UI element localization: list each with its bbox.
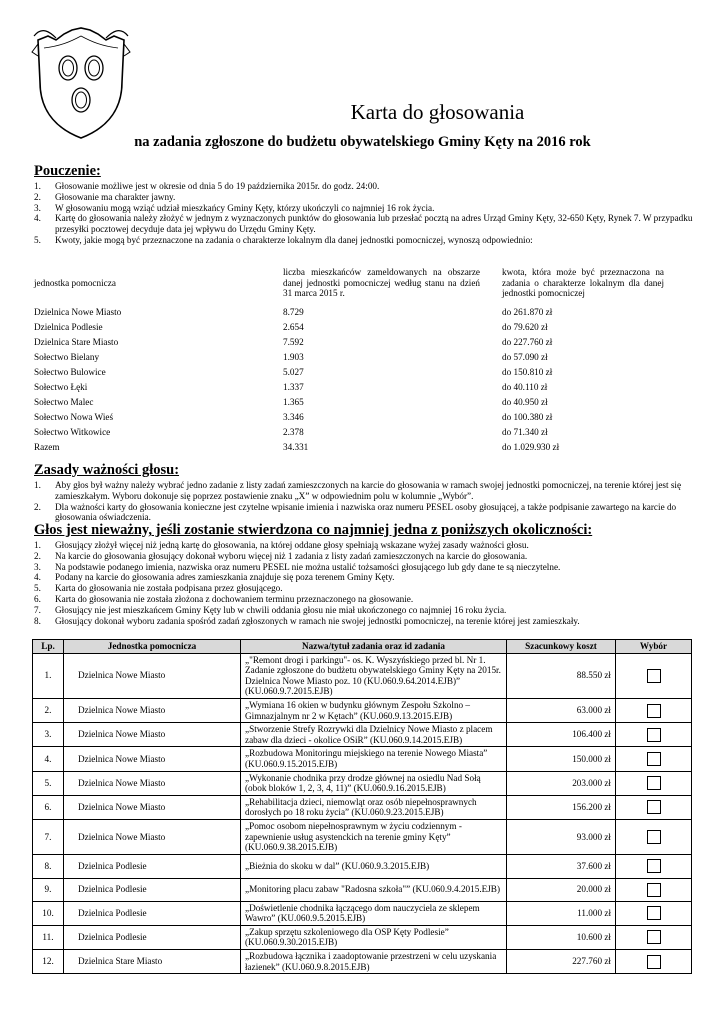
instructions-item-text: Głosowanie możliwe jest w okresie od dnia 5 do 19 października 2015r. do godz. 24:00.: [55, 181, 380, 191]
votes-cell-choice: [616, 901, 692, 925]
votes-table-header: [33, 640, 692, 654]
units-cell-amount: do 40.110 zł: [502, 382, 548, 393]
units-cell-unit: Sołectwo Bielany: [34, 351, 100, 362]
invalid-list: [34, 540, 694, 626]
votes-cell-lp: 4.: [33, 747, 64, 771]
units-cell-residents: 8.729: [283, 306, 304, 317]
votes-header-lp: Lp.: [33, 640, 64, 654]
validity-item: [34, 502, 694, 524]
instructions-item-number: 5.: [34, 234, 41, 245]
instructions-list: [34, 181, 694, 246]
votes-table-row: [33, 747, 692, 771]
votes-cell-unit: Dzielnica Stare Miasto: [64, 950, 241, 974]
units-cell-amount: do 100.380 zł: [502, 412, 553, 423]
units-cell-unit: Sołectwo Łęki: [34, 382, 88, 393]
validity-item-text: Aby głos był ważny należy wybrać jedno zadanie z listy zadań zamieszczonych na karcie do głosowania w ramach swojej jednostki pomocniczej, na terenie której jest się zamieszkałym. Wyboru dokonuje się poprzez postawienie znaku „X” w odpowiednim polu w kolumnie „Wybór”.: [55, 480, 682, 501]
votes-cell-task: „Bieżnia do skoku w dal” (KU.060.9.3.2015.EJB): [241, 854, 507, 878]
choice-checkbox[interactable]: [647, 704, 661, 718]
votes-table-row: [33, 854, 692, 878]
instructions-item-text: Kwoty, jakie mogą być przeznaczone na zadania o charakterze lokalnym dla danej jednostki pomocniczej, wynoszą odpowiednio:: [55, 234, 533, 245]
units-cell-unit: Dzielnica Podlesie: [34, 321, 103, 332]
units-table-row: [34, 319, 664, 334]
votes-cell-choice: [616, 854, 692, 878]
votes-cell-unit: Dzielnica Nowe Miasto: [64, 698, 241, 722]
invalid-item-number: 5.: [34, 583, 41, 594]
units-cell-amount: do 71.340 zł: [502, 427, 548, 438]
units-table-row: [34, 379, 664, 394]
units-cell-amount: do 150.810 zł: [502, 366, 553, 377]
votes-cell-task: „"Remont drogi i parkingu"- os. K. Wyszyńskiego przed bl. Nr 1. Zadanie zgłoszone do budżetu obywatelskiego Gminy Kęty na 2015r. Dzielnica Nowe Miasto poz. 10 (KU.060.9.64.2014.EJB)” (KU.060.9.7.2015.EJB): [241, 653, 507, 698]
validity-item-number: 1.: [34, 480, 41, 490]
validity-heading: Zasady ważności głosu:: [34, 462, 180, 478]
votes-cell-lp: 10.: [33, 901, 64, 925]
choice-checkbox[interactable]: [647, 859, 661, 873]
invalid-item-text: Głosujący nie jest mieszkańcem Gminy Kęty lub w chwili oddania głosu nie miał ukończonego co najmniej 16 roku życia.: [55, 604, 507, 615]
units-cell-residents: 3.346: [283, 412, 304, 423]
votes-cell-choice: [616, 795, 692, 819]
units-table-row: [34, 364, 664, 379]
votes-table-row: [33, 771, 692, 795]
votes-cell-task: „Stworzenie Strefy Rozrywki dla Dzielnicy Nowe Miasto z placem zabaw dla dzieci - okolice OSiR” (KU.060.9.14.2015.EJB): [241, 723, 507, 747]
choice-checkbox[interactable]: [647, 906, 661, 920]
instructions-item-number: 4.: [34, 213, 41, 224]
votes-cell-lp: 2.: [33, 698, 64, 722]
votes-table-row: [33, 878, 692, 901]
instructions-item: [34, 203, 694, 214]
invalid-item-text: Karta do głosowania nie została złożona z dochowaniem terminu przeznaczonego na głosowanie.: [55, 593, 414, 604]
votes-cell-lp: 8.: [33, 854, 64, 878]
units-cell-residents: 5.027: [283, 366, 304, 377]
validity-item: [34, 480, 694, 502]
votes-cell-lp: 6.: [33, 795, 64, 819]
units-table-row: [34, 425, 664, 440]
invalid-item-text: Na karcie do głosowania głosujący dokonał wyboru więcej niż 1 zadania z listy zadań zamieszczonych na karcie do głosowania.: [55, 550, 528, 561]
units-table-header: [34, 262, 664, 304]
votes-header-choice: Wybór: [616, 640, 692, 654]
invalid-item: [34, 594, 694, 605]
votes-cell-task: „Wymiana 16 okien w budynku głównym Zespołu Szkolno – Gimnazjalnym nr 2 w Kętach” (KU.060.9.13.2015.EJB): [241, 698, 507, 722]
votes-cell-cost: 63.000 zł: [507, 698, 616, 722]
units-cell-residents: 2.378: [283, 427, 304, 438]
instructions-item: [34, 213, 694, 235]
units-header-residents: liczba mieszkańców zameldowanych na obszarze danej jednostki pomocniczej według stanu na dzień 31 marca 2015 r.: [283, 267, 480, 299]
votes-cell-cost: 106.400 zł: [507, 723, 616, 747]
votes-cell-task: „Rozbudowa Monitoringu miejskiego na terenie Nowego Miasta” (KU.060.9.15.2015.EJB): [241, 747, 507, 771]
units-cell-residents: 1.365: [283, 397, 304, 408]
votes-cell-choice: [616, 723, 692, 747]
instructions-item: [34, 181, 694, 192]
votes-table-row: [33, 925, 692, 949]
choice-checkbox[interactable]: [647, 728, 661, 742]
invalid-item-number: 8.: [34, 615, 41, 626]
invalid-item-text: Karta do głosowania nie została podpisana przez głosującego.: [55, 583, 283, 594]
instructions-heading: Pouczenie:: [34, 163, 101, 179]
votes-cell-unit: Dzielnica Nowe Miasto: [64, 795, 241, 819]
votes-cell-choice: [616, 819, 692, 854]
units-cell-amount: do 227.760 zł: [502, 336, 553, 347]
instructions-item-text: W głosowaniu mogą wziąć udział mieszkańcy Gminy Kęty, którzy ukończyli co najmniej 16 rok życia.: [55, 202, 435, 213]
units-cell-unit: Dzielnica Stare Miasto: [34, 336, 119, 347]
validity-list: [34, 480, 694, 523]
invalid-item-text: Głosujący złożył więcej niż jedną kartę do głosowania, na której oddane głosy spełniają wskazane wyżej zasady ważności głosu.: [55, 540, 529, 550]
instructions-item-text: Kartę do głosowania należy złożyć w jednym z wyznaczonych punktów do głosowania lub przesłać pocztą na adres Urząd Gminy Kęty, 32-650 Kęty, Rynek 7. W przypadku przesyłki pocztowej decyduje data jej wpływu do Urzędu Gminy Kęty.: [55, 213, 693, 235]
units-table-row: [34, 334, 664, 349]
votes-cell-cost: 93.000 zł: [507, 819, 616, 854]
votes-header-unit: Jednostka pomocnicza: [64, 640, 241, 654]
invalid-item-number: 3.: [34, 561, 41, 572]
invalid-item-number: 2.: [34, 550, 41, 561]
invalid-item: [34, 616, 694, 627]
units-cell-unit: Razem: [34, 442, 60, 453]
votes-cell-cost: 11.000 zł: [507, 901, 616, 925]
votes-table-row: [33, 950, 692, 974]
units-cell-unit: Sołectwo Witkowice: [34, 427, 111, 438]
votes-cell-unit: Dzielnica Nowe Miasto: [64, 723, 241, 747]
units-table-row: [34, 349, 664, 364]
votes-cell-unit: Dzielnica Nowe Miasto: [64, 771, 241, 795]
votes-cell-unit: Dzielnica Podlesie: [64, 901, 241, 925]
invalid-item: [34, 562, 694, 573]
invalid-heading: Głos jest nieważny, jeśli zostanie stwierdzona co najmniej jedna z poniższych okoliczności:: [34, 522, 593, 538]
votes-cell-lp: 3.: [33, 723, 64, 747]
votes-table-row: [33, 795, 692, 819]
instructions-item: [34, 192, 694, 203]
votes-cell-unit: Dzielnica Nowe Miasto: [64, 819, 241, 854]
invalid-item: [34, 540, 694, 551]
choice-checkbox[interactable]: [647, 669, 661, 683]
votes-cell-unit: Dzielnica Podlesie: [64, 925, 241, 949]
votes-cell-task: „Rozbudowa łącznika i zaadoptowanie przestrzeni w celu uzyskania łazienek” (KU.060.9.8.2015.EJB): [241, 950, 507, 974]
votes-table: [32, 639, 692, 974]
votes-header-cost: Szacunkowy koszt: [507, 640, 616, 654]
choice-checkbox[interactable]: [647, 776, 661, 790]
units-cell-amount: do 79.620 zł: [502, 321, 548, 332]
votes-cell-task: „Wykonanie chodnika przy drodze głównej na osiedlu Nad Sołą (obok bloków 1, 2, 3, 4, 11)” (KU.060.9.16.2015.EJB): [241, 771, 507, 795]
votes-cell-lp: 9.: [33, 878, 64, 901]
units-cell-amount: do 57.090 zł: [502, 351, 548, 362]
votes-cell-unit: Dzielnica Podlesie: [64, 878, 241, 901]
choice-checkbox[interactable]: [647, 883, 661, 897]
votes-cell-choice: [616, 771, 692, 795]
validity-item-text: Dla ważności karty do głosowania konieczne jest czytelne wpisanie imienia i nazwiska oraz numeru PESEL osoby głosującej, a także podpisanie zawartego na karcie do głosowania oświadczenia.: [55, 501, 677, 523]
page-title: Karta do głosowania: [350, 100, 525, 124]
invalid-item-number: 4.: [34, 572, 41, 583]
units-cell-unit: Sołectwo Malec: [34, 397, 94, 408]
votes-cell-cost: 88.550 zł: [507, 653, 616, 698]
votes-cell-lp: 1.: [33, 653, 64, 698]
invalid-item-number: 7.: [34, 604, 41, 615]
validity-item-number: 2.: [34, 501, 41, 512]
instructions-item-number: 1.: [34, 181, 41, 191]
units-cell-amount: do 1.029.930 zł: [502, 442, 560, 453]
choice-checkbox[interactable]: [647, 930, 661, 944]
units-table-row: [34, 395, 664, 410]
invalid-item: [34, 551, 694, 562]
votes-cell-lp: 5.: [33, 771, 64, 795]
units-table: [34, 262, 664, 455]
invalid-item: [34, 583, 694, 594]
votes-table-row: [33, 901, 692, 925]
votes-header-task: Nazwa/tytuł zadania oraz id zadania: [241, 640, 507, 654]
invalid-item: [34, 572, 694, 583]
votes-cell-cost: 150.000 zł: [507, 747, 616, 771]
votes-cell-cost: 203.000 zł: [507, 771, 616, 795]
votes-cell-task: „Rehabilitacja dzieci, niemowląt oraz osób niepełnosprawnych dorosłych po 18 roku życia” (KU.060.9.23.2015.EJB): [241, 795, 507, 819]
units-cell-residents: 2.654: [283, 321, 304, 332]
votes-cell-cost: 156.200 zł: [507, 795, 616, 819]
votes-table-row: [33, 819, 692, 854]
units-cell-amount: do 261.870 zł: [502, 306, 553, 317]
invalid-item-number: 1.: [34, 540, 41, 550]
votes-cell-task: „Monitoring placu zabaw "Radosna szkoła"” (KU.060.9.4.2015.EJB): [241, 878, 507, 901]
units-cell-unit: Sołectwo Nowa Wieś: [34, 412, 114, 423]
units-cell-residents: 7.592: [283, 336, 304, 347]
choice-checkbox[interactable]: [647, 955, 661, 969]
votes-cell-task: „Doświetlenie chodnika łączącego dom nauczyciela ze sklepem Wawro” (KU.060.9.5.2015.EJB): [241, 901, 507, 925]
units-cell-residents: 34.331: [283, 442, 309, 453]
votes-cell-choice: [616, 925, 692, 949]
units-header-amount: kwota, która może być przeznaczona na zadania o charakterze lokalnym dla danej jednostki pomocniczej: [502, 267, 664, 299]
votes-table-row: [33, 698, 692, 722]
units-table-row: [34, 410, 664, 425]
units-cell-unit: Dzielnica Nowe Miasto: [34, 306, 122, 317]
units-cell-unit: Sołectwo Bulowice: [34, 366, 106, 377]
invalid-item-number: 6.: [34, 593, 41, 604]
choice-checkbox[interactable]: [647, 752, 661, 766]
units-table-row: [34, 304, 664, 319]
votes-table-row: [33, 723, 692, 747]
invalid-item-text: Głosujący dokonał wyboru zadania spośród zadań zgłoszonych w ramach nie swojej jednostki pomocniczej, na terenie której jest zamieszkały.: [55, 615, 580, 626]
units-cell-residents: 1.903: [283, 351, 304, 362]
votes-cell-task: „Pomoc osobom niepełnosprawnym w życiu codziennym - zapewnienie usług asystenckich na terenie gminy Kęty” (KU.060.9.38.2015.EJB): [241, 819, 507, 854]
votes-table-row: [33, 653, 692, 698]
units-cell-residents: 1.337: [283, 382, 304, 393]
page-subtitle: na zadania zgłoszone do budżetu obywatelskiego Gminy Kęty na 2016 rok: [134, 134, 591, 150]
votes-cell-lp: 12.: [33, 950, 64, 974]
instructions-item: [34, 235, 694, 246]
invalid-item-text: Na podstawie podanego imienia, nazwiska oraz numeru PESEL nie można ustalić tożsamości głosującego lub gdy dane te są nieczytelne.: [55, 561, 561, 572]
votes-cell-lp: 7.: [33, 819, 64, 854]
instructions-item-number: 3.: [34, 202, 41, 213]
invalid-item: [34, 605, 694, 616]
instructions-item-text: Głosowanie ma charakter jawny.: [55, 191, 176, 202]
choice-checkbox[interactable]: [647, 800, 661, 814]
votes-cell-cost: 20.000 zł: [507, 878, 616, 901]
votes-cell-cost: 10.600 zł: [507, 925, 616, 949]
votes-cell-unit: Dzielnica Podlesie: [64, 854, 241, 878]
instructions-item-number: 2.: [34, 191, 41, 202]
votes-cell-lp: 11.: [33, 925, 64, 949]
choice-checkbox[interactable]: [647, 830, 661, 844]
votes-cell-choice: [616, 950, 692, 974]
votes-cell-choice: [616, 878, 692, 901]
votes-cell-cost: 227.760 zł: [507, 950, 616, 974]
invalid-item-text: Podany na karcie do głosowania adres zamieszkania znajduje się poza terenem Gminy Kęty.: [55, 572, 395, 583]
votes-cell-task: „Zakup sprzętu szkoleniowego dla OSP Kęty Podlesie” (KU.060.9.30.2015.EJB): [241, 925, 507, 949]
votes-cell-choice: [616, 653, 692, 698]
units-cell-amount: do 40.950 zł: [502, 397, 548, 408]
votes-cell-cost: 37.600 zł: [507, 854, 616, 878]
votes-cell-unit: Dzielnica Nowe Miasto: [64, 747, 241, 771]
votes-cell-choice: [616, 747, 692, 771]
units-header-unit: jednostka pomocnicza: [34, 277, 116, 288]
votes-cell-choice: [616, 698, 692, 722]
votes-cell-unit: Dzielnica Nowe Miasto: [64, 653, 241, 698]
units-table-row: [34, 440, 664, 455]
